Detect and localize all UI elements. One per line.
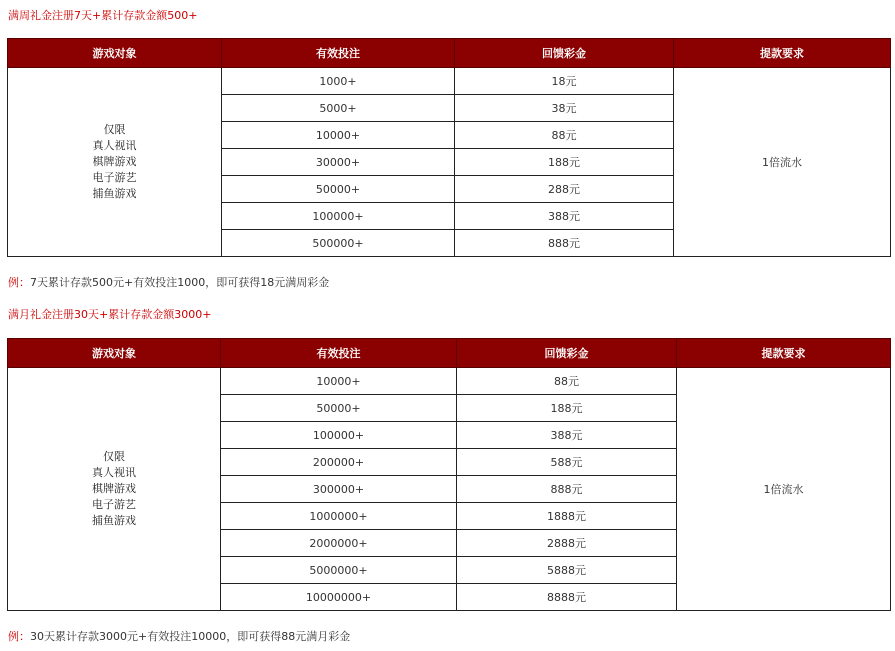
bonus-cell: 188元 xyxy=(457,395,677,422)
bonus-cell: 5888元 xyxy=(457,557,677,584)
valid-bet-cell: 10000+ xyxy=(221,368,457,395)
table-header-row xyxy=(8,39,891,68)
bonus-cell: 88元 xyxy=(457,368,677,395)
game-target-item: 仅限 xyxy=(103,450,125,463)
valid-bet-cell: 100000+ xyxy=(222,203,455,230)
header-valid-bet: 有效投注 xyxy=(222,39,455,68)
valid-bet-cell: 30000+ xyxy=(222,149,455,176)
example-text: 30天累计存款3000元+有效投注10000，即可获得88元满月彩金 xyxy=(30,630,351,643)
valid-bet-cell: 50000+ xyxy=(222,176,455,203)
weekly-bonus-table xyxy=(7,38,891,257)
game-target-item: 真人视讯 xyxy=(92,466,136,479)
bonus-cell: 888元 xyxy=(455,230,674,257)
header-game-target: 游戏对象 xyxy=(8,339,221,368)
table-row xyxy=(8,68,891,95)
valid-bet-cell: 1000000+ xyxy=(221,503,457,530)
header-bonus: 回馈彩金 xyxy=(457,339,677,368)
section-title-monthly: 满月礼金注册30天+累计存款金额3000+ xyxy=(8,308,212,321)
valid-bet-cell: 300000+ xyxy=(221,476,457,503)
example-text: 7天累计存款500元+有效投注1000，即可获得18元满周彩金 xyxy=(30,276,330,289)
game-target-item: 棋牌游戏 xyxy=(92,155,137,168)
bonus-cell: 2888元 xyxy=(457,530,677,557)
table-row xyxy=(8,368,891,395)
valid-bet-cell: 50000+ xyxy=(221,395,457,422)
valid-bet-cell: 2000000+ xyxy=(221,530,457,557)
section-title-weekly: 满周礼金注册7天+累计存款金额500+ xyxy=(8,9,198,22)
bonus-cell: 388元 xyxy=(457,422,677,449)
game-target-item: 电子游艺 xyxy=(92,171,137,184)
game-targets-cell xyxy=(8,68,222,257)
bonus-cell: 1888元 xyxy=(457,503,677,530)
valid-bet-cell: 200000+ xyxy=(221,449,457,476)
bonus-cell: 588元 xyxy=(457,449,677,476)
bonus-cell: 88元 xyxy=(455,122,674,149)
valid-bet-cell: 10000000+ xyxy=(221,584,457,611)
withdraw-requirement-cell: 1倍流水 xyxy=(674,68,891,257)
header-bonus: 回馈彩金 xyxy=(455,39,674,68)
monthly-example xyxy=(8,630,350,644)
bonus-cell: 188元 xyxy=(455,149,674,176)
example-prefix: 例： xyxy=(8,276,30,289)
game-target-item: 捕鱼游戏 xyxy=(92,187,137,200)
game-target-item: 仅限 xyxy=(103,123,126,136)
header-withdraw-requirement: 提款要求 xyxy=(677,339,891,368)
valid-bet-cell: 100000+ xyxy=(221,422,457,449)
header-game-target: 游戏对象 xyxy=(8,39,222,68)
bonus-cell: 388元 xyxy=(455,203,674,230)
header-valid-bet: 有效投注 xyxy=(221,339,457,368)
bonus-cell: 888元 xyxy=(457,476,677,503)
game-target-item: 捕鱼游戏 xyxy=(92,514,136,527)
bonus-cell: 38元 xyxy=(455,95,674,122)
withdraw-requirement-cell: 1倍流水 xyxy=(677,368,891,611)
bonus-cell: 18元 xyxy=(455,68,674,95)
game-targets-cell xyxy=(8,368,221,611)
valid-bet-cell: 5000+ xyxy=(222,95,455,122)
valid-bet-cell: 10000+ xyxy=(222,122,455,149)
valid-bet-cell: 5000000+ xyxy=(221,557,457,584)
weekly-example xyxy=(8,276,329,290)
monthly-bonus-table xyxy=(7,338,891,611)
valid-bet-cell: 500000+ xyxy=(222,230,455,257)
game-target-item: 棋牌游戏 xyxy=(92,482,136,495)
valid-bet-cell: 1000+ xyxy=(222,68,455,95)
game-target-item: 真人视讯 xyxy=(92,139,137,152)
bonus-cell: 8888元 xyxy=(457,584,677,611)
table-header-row xyxy=(8,339,891,368)
example-prefix: 例： xyxy=(8,630,30,643)
bonus-cell: 288元 xyxy=(455,176,674,203)
header-withdraw-requirement: 提款要求 xyxy=(674,39,891,68)
game-target-item: 电子游艺 xyxy=(92,498,136,511)
